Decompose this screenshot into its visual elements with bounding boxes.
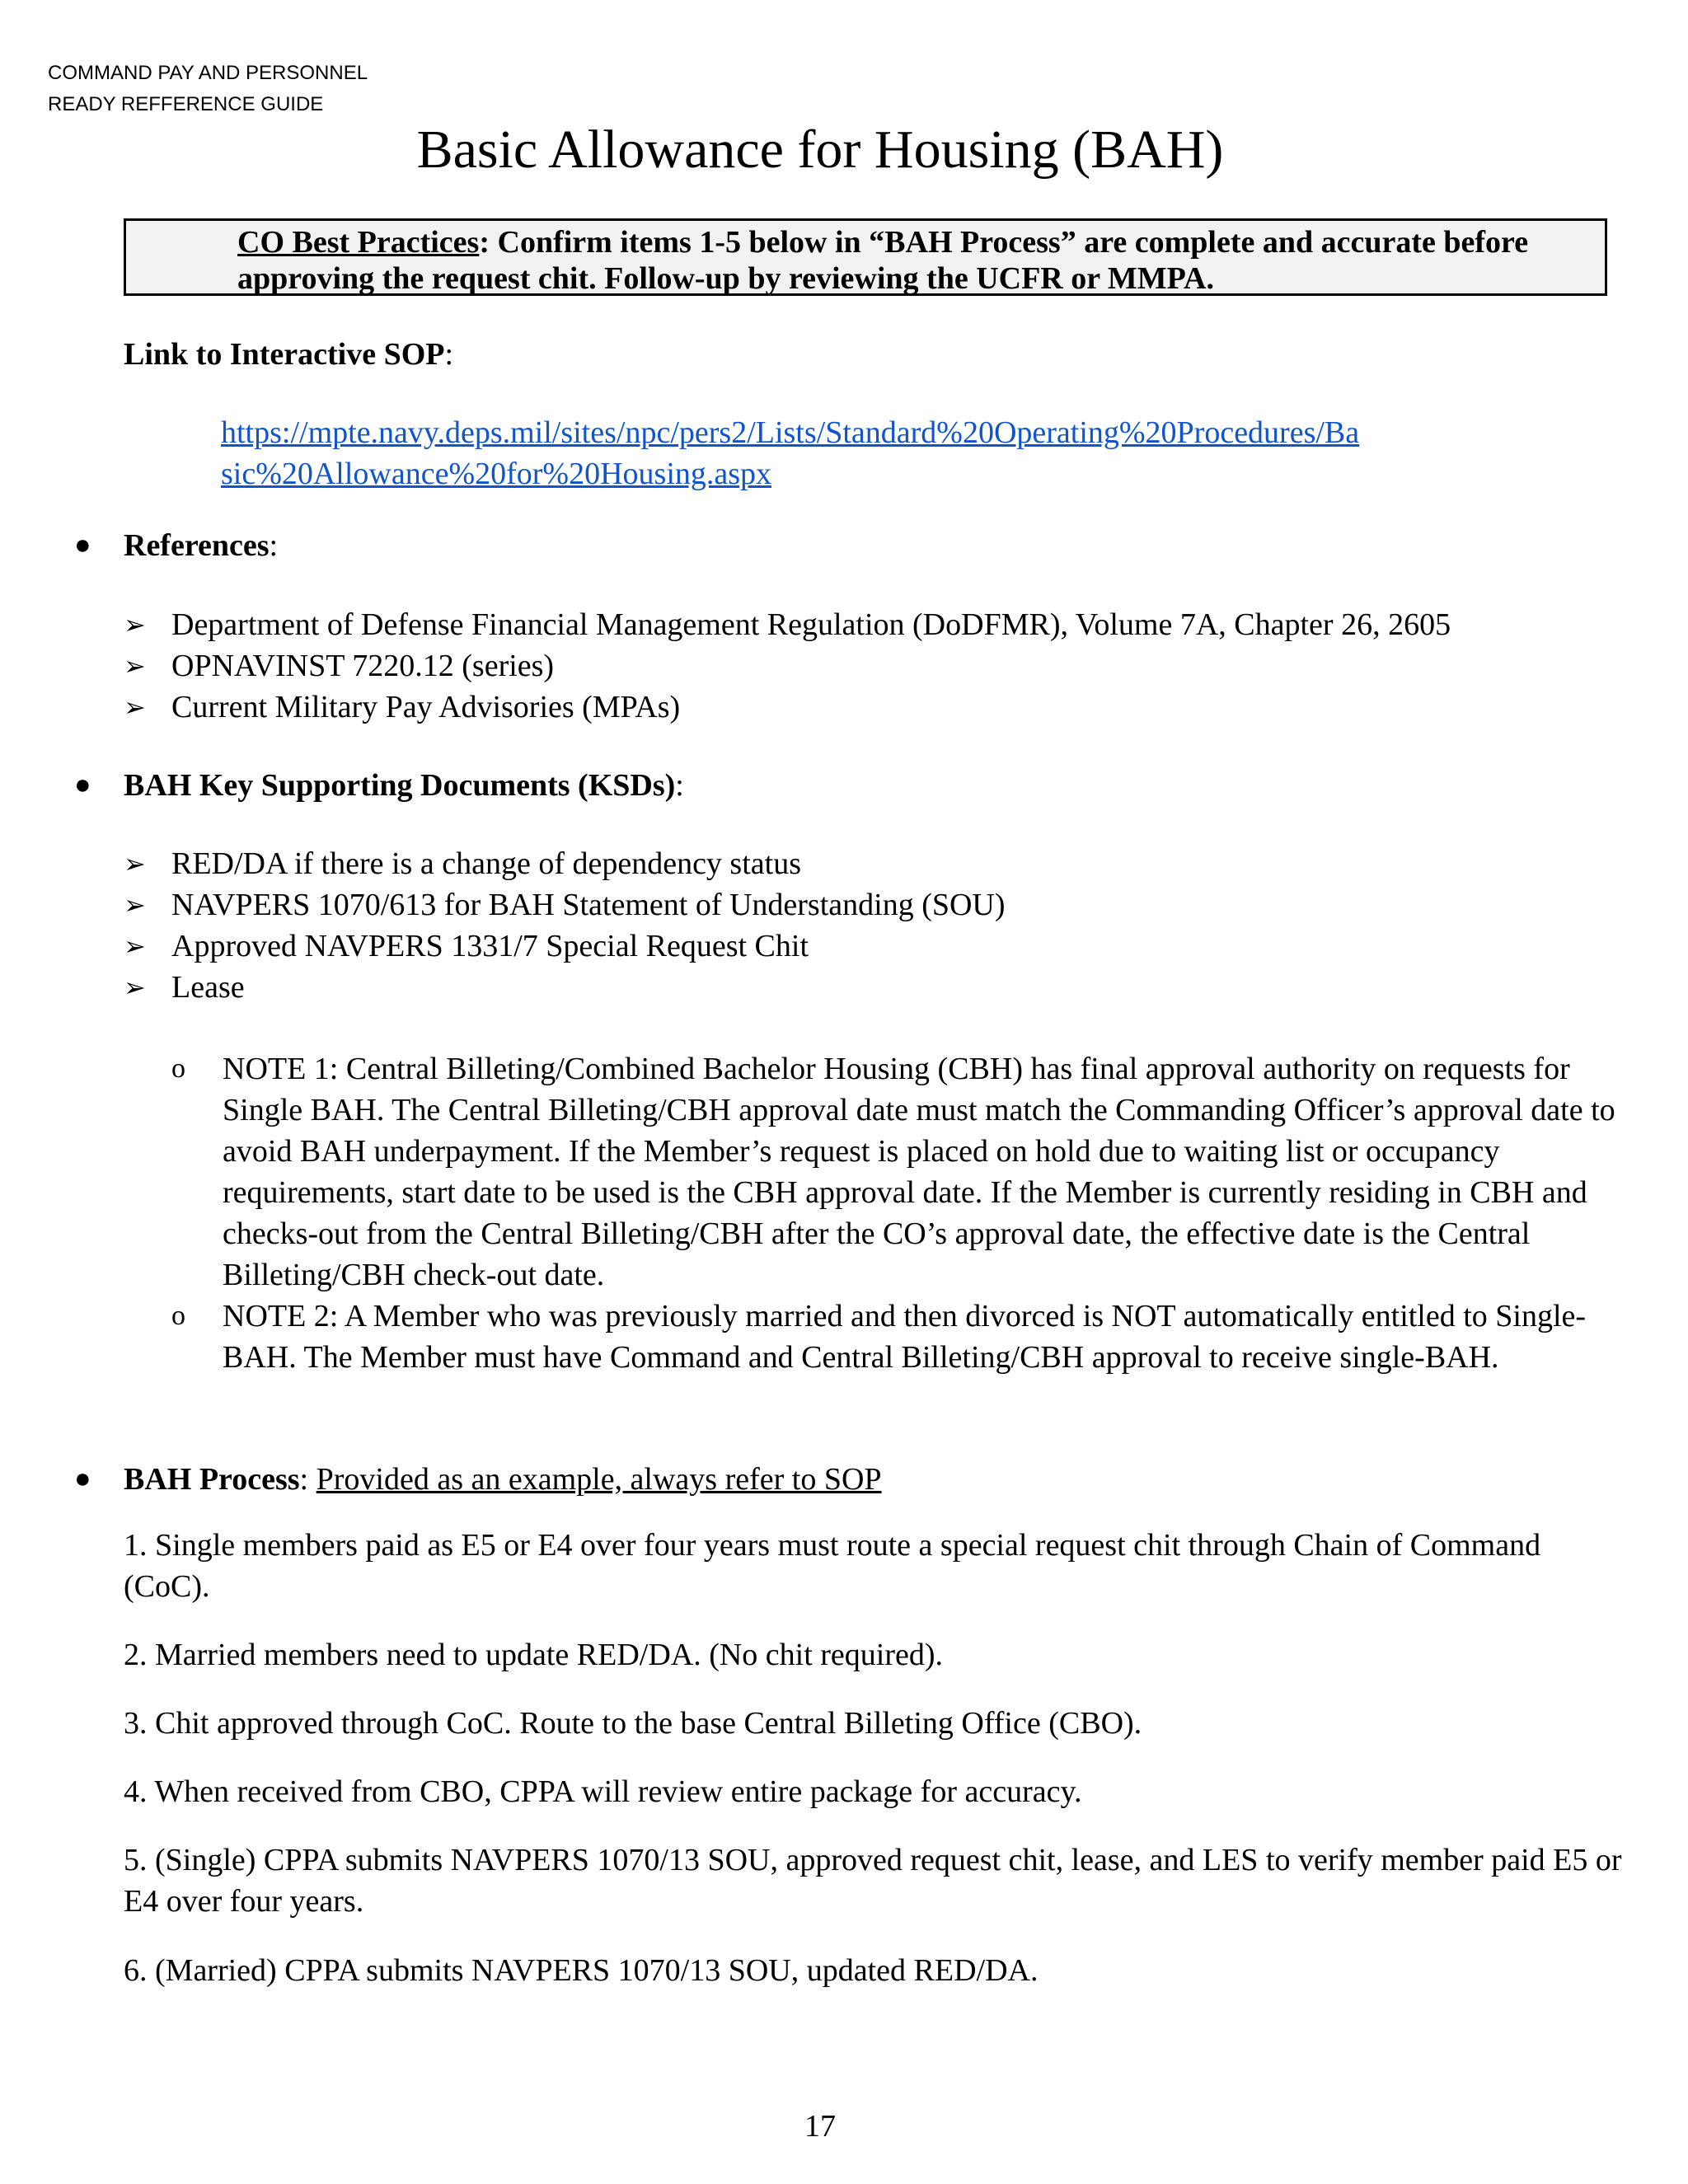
references-label: References bbox=[124, 528, 270, 563]
arrow-bullet-icon: ➢ bbox=[124, 651, 146, 681]
ksd-item: RED/DA if there is a change of dependency status bbox=[171, 846, 801, 881]
ksd-item: Approved NAVPERS 1331/7 Special Request Chit bbox=[171, 929, 809, 963]
arrow-bullet-icon: ➢ bbox=[124, 890, 146, 920]
arrow-bullet-icon: ➢ bbox=[124, 692, 146, 722]
circle-bullet-icon: o bbox=[171, 1053, 185, 1084]
process-step: 5. (Single) CPPA submits NAVPERS 1070/13 SOU, approved request chit, lease, and LES to verify member paid E5 or E4 over four years. bbox=[124, 1843, 1622, 1919]
sop-link-line-1[interactable]: https://mpte.navy.deps.mil/sites/npc/pers2/Lists/Standard%20Operating%20Procedures/Ba bbox=[221, 415, 1360, 450]
reference-item: Department of Defense Financial Management Regulation (DoDFMR), Volume 7A, Chapter 26, 2605 bbox=[171, 607, 1451, 642]
process-step: 6. (Married) CPPA submits NAVPERS 1070/13 SOU, updated RED/DA. bbox=[124, 1953, 1039, 1988]
process-subtitle: Provided as an example, always refer to SOP bbox=[316, 1462, 882, 1497]
page-title: Basic Allowance for Housing (BAH) bbox=[416, 120, 1224, 180]
bullet-icon: ● bbox=[74, 770, 91, 800]
process-step: 3. Chit approved through CoC. Route to the base Central Billeting Office (CBO). bbox=[124, 1706, 1142, 1741]
note-2: NOTE 2: A Member who was previously married and then divorced is NOT automatically entitled to Single-BAH. The Member must have Command and Central Billeting/CBH approval to receive single-BAH. bbox=[223, 1299, 1587, 1375]
note-1: NOTE 1: Central Billeting/Combined Bachelor Housing (CBH) has final approval authority on requests for Single BAH. The Central Billeting/CBH approval date must match the Commanding Officer’s approval date to avoid BAH underpayment. If the Member’s request is placed on hold due to waiting list or occupancy requirements, start date to be used is the CBH approval date. If the Member is currently residing in CBH and checks-out from the Central Billeting/CBH after the CO’s approval date, the effective date is the Central Billeting/CBH check-out date. bbox=[223, 1052, 1615, 1292]
sop-link[interactable] bbox=[221, 412, 1639, 494]
reference-item: OPNAVINST 7220.12 (series) bbox=[171, 649, 555, 683]
header-line-1: COMMAND PAY AND PERSONNEL bbox=[48, 62, 368, 84]
reference-item: Current Military Pay Advisories (MPAs) bbox=[171, 690, 681, 724]
circle-bullet-icon: o bbox=[171, 1301, 185, 1331]
sop-label: Link to Interactive SOP bbox=[124, 337, 445, 372]
ksds-label: BAH Key Supporting Documents (KSDs) bbox=[124, 768, 676, 803]
ksds-heading: BAH Key Supporting Documents (KSDs): bbox=[124, 768, 684, 803]
bullet-icon: ● bbox=[74, 1464, 91, 1494]
sop-label-line: Link to Interactive SOP: bbox=[124, 337, 454, 372]
arrow-bullet-icon: ➢ bbox=[124, 849, 146, 879]
ksd-item: NAVPERS 1070/613 for BAH Statement of Understanding (SOU) bbox=[171, 888, 1006, 922]
arrow-bullet-icon: ➢ bbox=[124, 931, 146, 961]
header-line-2: READY REFFERENCE GUIDE bbox=[48, 93, 324, 115]
document-header bbox=[48, 58, 368, 120]
bullet-icon: ● bbox=[74, 530, 91, 560]
references-heading: References: bbox=[124, 528, 279, 563]
callout-text bbox=[237, 224, 1573, 297]
page-number: 17 bbox=[804, 2109, 836, 2144]
process-step: 1. Single members paid as E5 or E4 over four years must route a special request chit through Chain of Command (CoC). bbox=[124, 1528, 1541, 1604]
callout-body: : Confirm items 1-5 below in “BAH Process” are complete and accurate before approving the request chit. Follow-up by reviewing the UCFR or MMPA. bbox=[237, 225, 1529, 296]
arrow-bullet-icon: ➢ bbox=[124, 972, 146, 1002]
arrow-bullet-icon: ➢ bbox=[124, 610, 146, 640]
sop-link-line-2[interactable]: sic%20Allowance%20for%20Housing.aspx bbox=[221, 457, 772, 491]
process-heading: BAH Process: Provided as an example, always refer to SOP bbox=[124, 1462, 882, 1497]
callout-label: CO Best Practices bbox=[237, 225, 480, 260]
ksd-item: Lease bbox=[171, 970, 245, 1005]
process-step: 2. Married members need to update RED/DA. (No chit required). bbox=[124, 1638, 944, 1672]
process-label: BAH Process bbox=[124, 1462, 300, 1497]
process-step: 4. When received from CBO, CPPA will review entire package for accuracy. bbox=[124, 1774, 1082, 1809]
co-best-practices-box bbox=[124, 218, 1607, 296]
